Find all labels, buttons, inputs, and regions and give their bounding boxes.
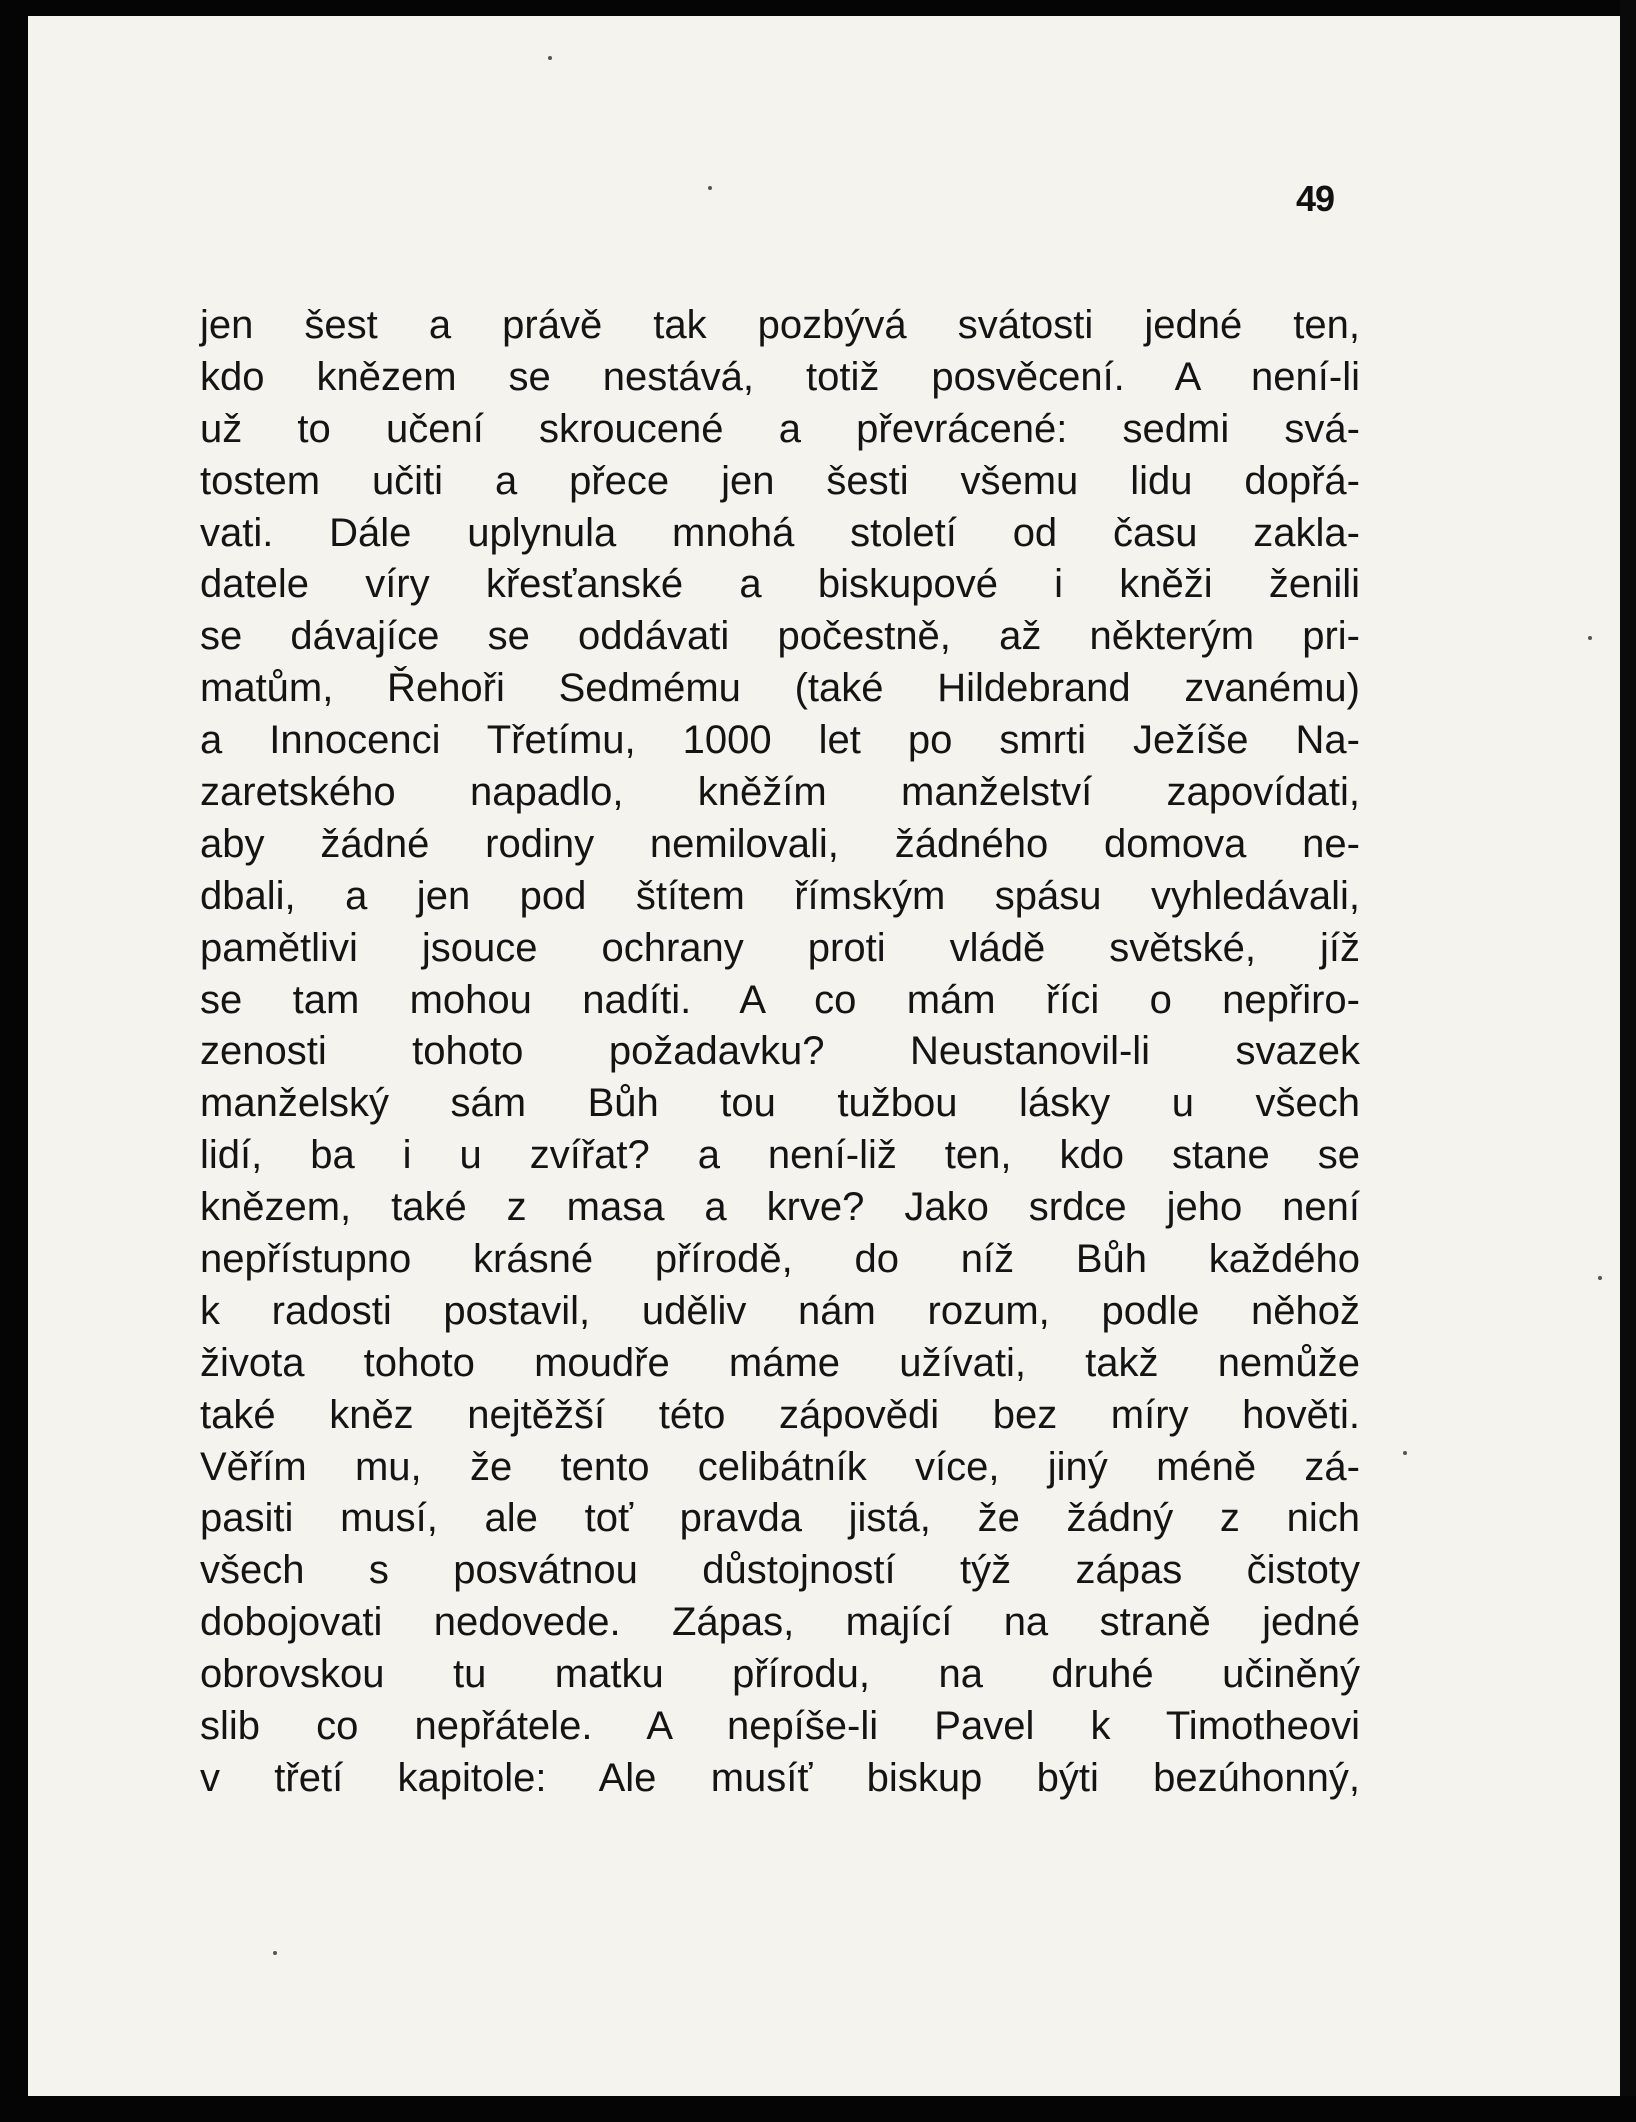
text-line: všech s posvátnou důstojností týž zápas čistoty bbox=[200, 1548, 1360, 1593]
text-line: dbali, a jen pod štítem římským spásu vyhledávali, bbox=[200, 873, 1360, 918]
text-line: slib co nepřátele. A nepíše-li Pavel k Timotheovi bbox=[200, 1704, 1360, 1749]
scan-top-edge bbox=[0, 0, 1636, 16]
text-line: vati. Dále uplynula mnohá století od času zakla- bbox=[200, 510, 1360, 555]
body-text bbox=[200, 300, 1360, 1805]
text-line: a Innocenci Třetímu, 1000 let po smrti Ježíše Na- bbox=[200, 718, 1360, 763]
text-line: lidí, ba i u zvířat? a není-liž ten, kdo stane se bbox=[200, 1133, 1360, 1178]
text-line: Věřím mu, že tento celibátník více, jiný méně zá- bbox=[200, 1444, 1360, 1489]
text-line: matům, Řehoři Sedmému (také Hildebrand zvanému) bbox=[200, 666, 1360, 711]
text-line: knězem, také z masa a krve? Jako srdce jeho není bbox=[200, 1185, 1360, 1230]
scan-speck bbox=[1588, 636, 1592, 640]
text-line: se dávajíce se oddávati počestně, až některým pri- bbox=[200, 614, 1360, 659]
text-line: zenosti tohoto požadavku? Neustanovil-li svazek bbox=[200, 1029, 1360, 1074]
scan-speck bbox=[1403, 1451, 1407, 1455]
scan-speck bbox=[1598, 1276, 1602, 1280]
text-line: pamětlivi jsouce ochrany proti vládě světské, jíž bbox=[200, 925, 1360, 970]
text-line: k radosti postavil, uděliv nám rozum, podle něhož bbox=[200, 1288, 1360, 1333]
scan-right-edge bbox=[1620, 0, 1636, 2122]
text-line: kdo knězem se nestává, totiž posvěcení. A není-li bbox=[200, 354, 1360, 399]
scan-bottom-edge bbox=[0, 2096, 1636, 2122]
text-line: také kněz nejtěžší této zápovědi bez míry hověti. bbox=[200, 1392, 1360, 1437]
text-line: pasiti musí, ale toť pravda jistá, že žádný z nich bbox=[200, 1496, 1360, 1541]
text-line: už to učení skroucené a převrácené: sedmi svá- bbox=[200, 406, 1360, 451]
text-line: se tam mohou nadíti. A co mám říci o nepřiro- bbox=[200, 977, 1360, 1022]
text-line: nepřístupno krásné přírodě, do níž Bůh každého bbox=[200, 1237, 1360, 1282]
text-line: manželský sám Bůh tou tužbou lásky u všech bbox=[200, 1081, 1360, 1126]
text-line: zaretského napadlo, kněžím manželství zapovídati, bbox=[200, 770, 1360, 815]
text-line: obrovskou tu matku přírodu, na druhé učiněný bbox=[200, 1652, 1360, 1697]
text-line: jen šest a právě tak pozbývá svátosti jedné ten, bbox=[200, 303, 1360, 347]
scan-speck bbox=[548, 56, 552, 60]
scan-speck bbox=[708, 186, 712, 190]
text-line: v třetí kapitole: Ale musíť biskup býti bezúhonný, bbox=[200, 1755, 1360, 1800]
text-line: aby žádné rodiny nemilovali, žádného domova ne- bbox=[200, 821, 1360, 866]
text-line: tostem učiti a přece jen šesti všemu lidu dopřá- bbox=[200, 458, 1360, 503]
scan-binding-edge bbox=[0, 0, 28, 2122]
text-line: dobojovati nedovede. Zápas, mající na straně jedné bbox=[200, 1600, 1360, 1645]
text-line: datele víry křesťanské a biskupové i kněži ženili bbox=[200, 562, 1360, 607]
scan-speck bbox=[273, 1951, 277, 1955]
page-number: 49 bbox=[1296, 178, 1335, 219]
text-line: života tohoto moudře máme užívati, takž nemůže bbox=[200, 1340, 1360, 1385]
